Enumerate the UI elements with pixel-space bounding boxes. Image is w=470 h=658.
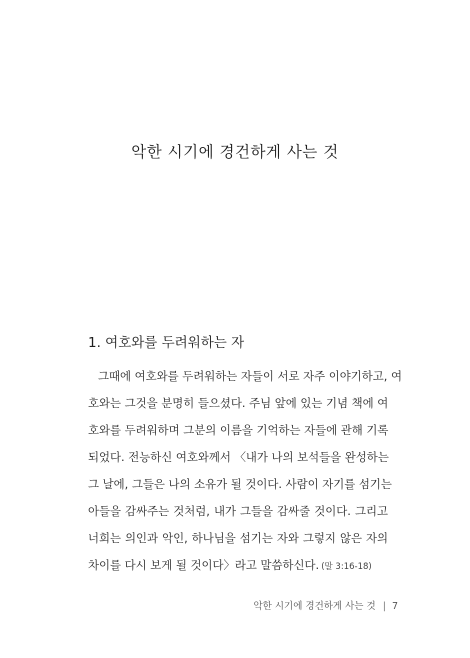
scripture-paragraph <box>88 363 403 579</box>
footer-separator: | <box>382 601 386 612</box>
paragraph-line: 아들을 감싸주는 것처럼, 내가 그들을 감싸줄 것이다. 그리고 <box>88 504 388 518</box>
chapter-title: 악한 시기에 경건하게 사는 것 <box>131 143 339 161</box>
scripture-reference: (말 3:16-18) <box>321 562 372 572</box>
running-title: 악한 시기에 경건하게 사는 것 <box>253 601 376 612</box>
paragraph-line: 차이를 다시 보게 될 것이다〉라고 말씀하신다. <box>88 558 320 572</box>
page-footer <box>253 598 398 612</box>
paragraph-line: 그 날에, 그들은 나의 소유가 될 것이다. 사람이 자기를 섬기는 <box>88 477 392 491</box>
section-heading: 1. 여호와를 두려워하는 자 <box>88 335 245 351</box>
paragraph-last-line <box>88 552 388 579</box>
paragraph-line: 되었다. 전능하신 여호와께서 〈내가 나의 보석들을 완성하는 <box>88 450 389 464</box>
paragraph-line: 그때에 여호와를 두려워하는 자들이 서로 자주 이야기하고, 여 <box>98 369 403 383</box>
paragraph-line: 호와는 그것을 분명히 들으셨다. 주님 앞에 있는 기념 책에 여 <box>88 396 389 410</box>
page-number: 7 <box>391 601 398 612</box>
paragraph-line: 너희는 의인과 악인, 하나님을 섬기는 자와 그렇지 않은 자의 <box>88 531 388 545</box>
paragraph-line: 호와를 두려워하며 그분의 이름을 기억하는 자들에 관해 기록 <box>88 423 389 437</box>
